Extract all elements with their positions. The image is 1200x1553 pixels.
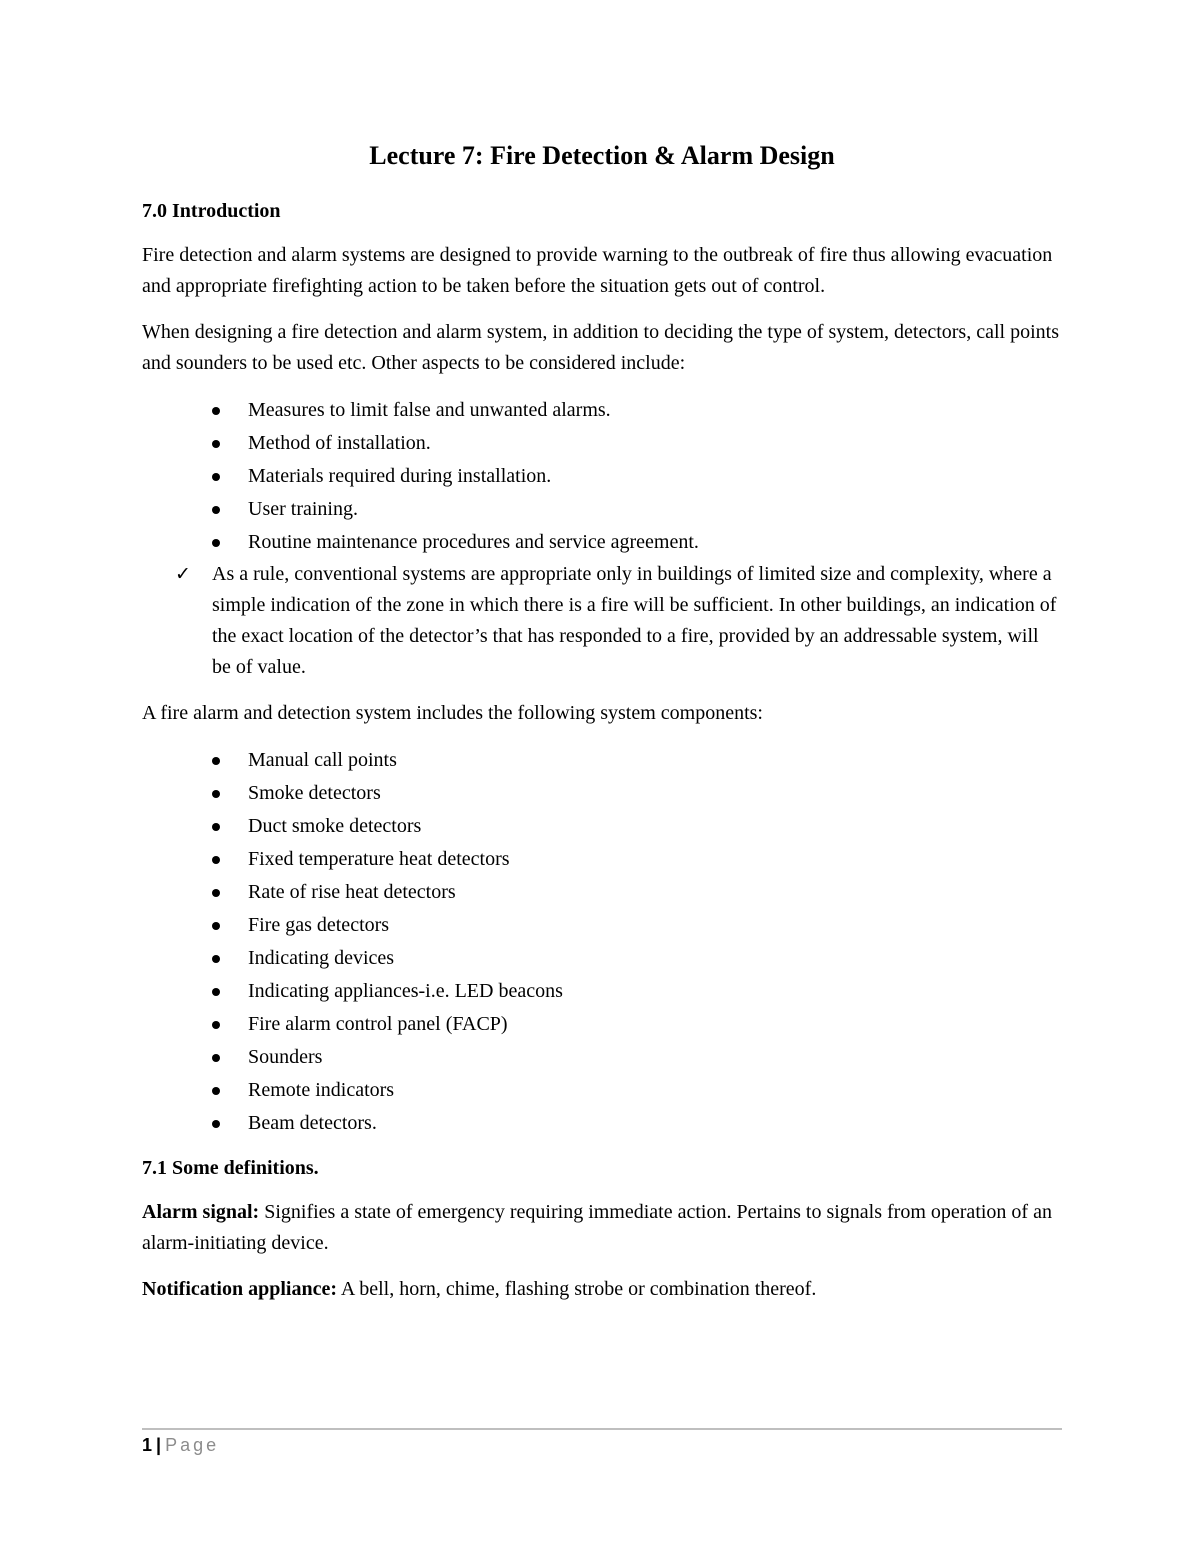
bullet-dot-icon — [212, 1120, 220, 1128]
list-item — [142, 1074, 1062, 1107]
components-list — [142, 744, 1062, 1140]
list-item-text: Materials required during installation. — [248, 465, 552, 487]
bullet-dot-icon — [212, 506, 220, 514]
list-item-text: Manual call points — [248, 749, 397, 771]
list-item — [142, 909, 1062, 942]
components-intro-paragraph: A fire alarm and detection system includes the following system components: — [142, 702, 763, 724]
checkmark-icon: ✓ — [175, 563, 191, 585]
list-item-text: Method of installation. — [248, 432, 431, 454]
list-item — [142, 1107, 1062, 1140]
design-aspects-list — [142, 394, 1062, 559]
definition-text: Signifies a state of emergency requiring immediate action. Pertains to signals from operation of an alarm-initiating device. — [142, 1201, 1052, 1254]
list-item-text: Indicating devices — [248, 947, 395, 969]
list-item-text: Rate of rise heat detectors — [248, 881, 456, 903]
list-item-text: Fire gas detectors — [248, 914, 390, 936]
list-item — [142, 493, 1062, 526]
list-item-text: Beam detectors. — [248, 1112, 377, 1134]
check-note-text: As a rule, conventional systems are appropriate only in buildings of limited size and complexity, where a simple indication of the zone in which there is a fire will be sufficient. In other buildings, an indication of the exact location of the detector’s that has responded to a fire, provided by an addressable system, will be of value. — [212, 563, 1057, 678]
bullet-dot-icon — [212, 823, 220, 831]
list-item — [142, 843, 1062, 876]
list-item-text: User training. — [248, 498, 358, 520]
footer-separator: | — [156, 1435, 162, 1455]
section-heading-introduction: 7.0 Introduction — [142, 200, 281, 222]
page-title: Lecture 7: Fire Detection & Alarm Design — [369, 141, 835, 170]
list-item-text: Remote indicators — [248, 1079, 395, 1101]
definition-term: Notification appliance: — [142, 1278, 337, 1300]
design-aspects-list-block — [142, 394, 1062, 559]
bullet-dot-icon — [212, 988, 220, 996]
bullet-dot-icon — [212, 955, 220, 963]
list-item — [142, 394, 1062, 427]
definition-notification-appliance — [142, 1274, 1062, 1305]
definition-text: A bell, horn, chime, flashing strobe or combination thereof. — [337, 1278, 817, 1300]
definition-alarm-signal — [142, 1197, 1062, 1259]
bullet-dot-icon — [212, 473, 220, 481]
section-heading-definitions: 7.1 Some definitions. — [142, 1157, 319, 1179]
bullet-dot-icon — [212, 539, 220, 547]
list-item — [142, 876, 1062, 909]
list-item — [142, 526, 1062, 559]
list-item — [142, 1008, 1062, 1041]
list-item-text: Fixed temperature heat detectors — [248, 848, 510, 870]
list-item-text: Indicating appliances-i.e. LED beacons — [248, 980, 563, 1002]
bullet-dot-icon — [212, 790, 220, 798]
bullet-dot-icon — [212, 856, 220, 864]
list-item — [142, 810, 1062, 843]
list-item — [142, 975, 1062, 1008]
definition-term: Alarm signal: — [142, 1201, 260, 1223]
bullet-dot-icon — [212, 1054, 220, 1062]
bullet-dot-icon — [212, 440, 220, 448]
bullet-dot-icon — [212, 407, 220, 415]
list-item-text: Smoke detectors — [248, 782, 381, 804]
list-item-text: Measures to limit false and unwanted alarms. — [248, 399, 611, 421]
list-item — [142, 777, 1062, 810]
bullet-dot-icon — [212, 889, 220, 897]
check-note — [142, 559, 1062, 683]
bullet-dot-icon — [212, 922, 220, 930]
components-list-block — [142, 744, 1062, 1140]
list-item-text: Duct smoke detectors — [248, 815, 422, 837]
footer-divider — [142, 1428, 1062, 1430]
page-label: Page — [165, 1435, 220, 1455]
page-footer — [142, 1432, 219, 1458]
list-item-text: Routine maintenance procedures and service agreement. — [248, 531, 699, 553]
list-item — [142, 1041, 1062, 1074]
page-number: 1 — [142, 1435, 153, 1455]
bullet-dot-icon — [212, 1087, 220, 1095]
list-item-text: Fire alarm control panel (FACP) — [248, 1013, 508, 1035]
bullet-dot-icon — [212, 1021, 220, 1029]
page-content — [142, 138, 1062, 1320]
list-item — [142, 744, 1062, 777]
list-item — [142, 460, 1062, 493]
list-item — [142, 427, 1062, 460]
bullet-dot-icon — [212, 757, 220, 765]
list-item-text: Sounders — [248, 1046, 323, 1068]
intro-paragraph: Fire detection and alarm systems are designed to provide warning to the outbreak of fire thus allowing evacuation and appropriate firefighting action to be taken before the situation gets out of control. — [142, 244, 1053, 297]
design-aspects-paragraph: When designing a fire detection and alarm system, in addition to deciding the type of system, detectors, call points and sounders to be used etc. Other aspects to be considered include: — [142, 321, 1059, 374]
list-item — [142, 942, 1062, 975]
